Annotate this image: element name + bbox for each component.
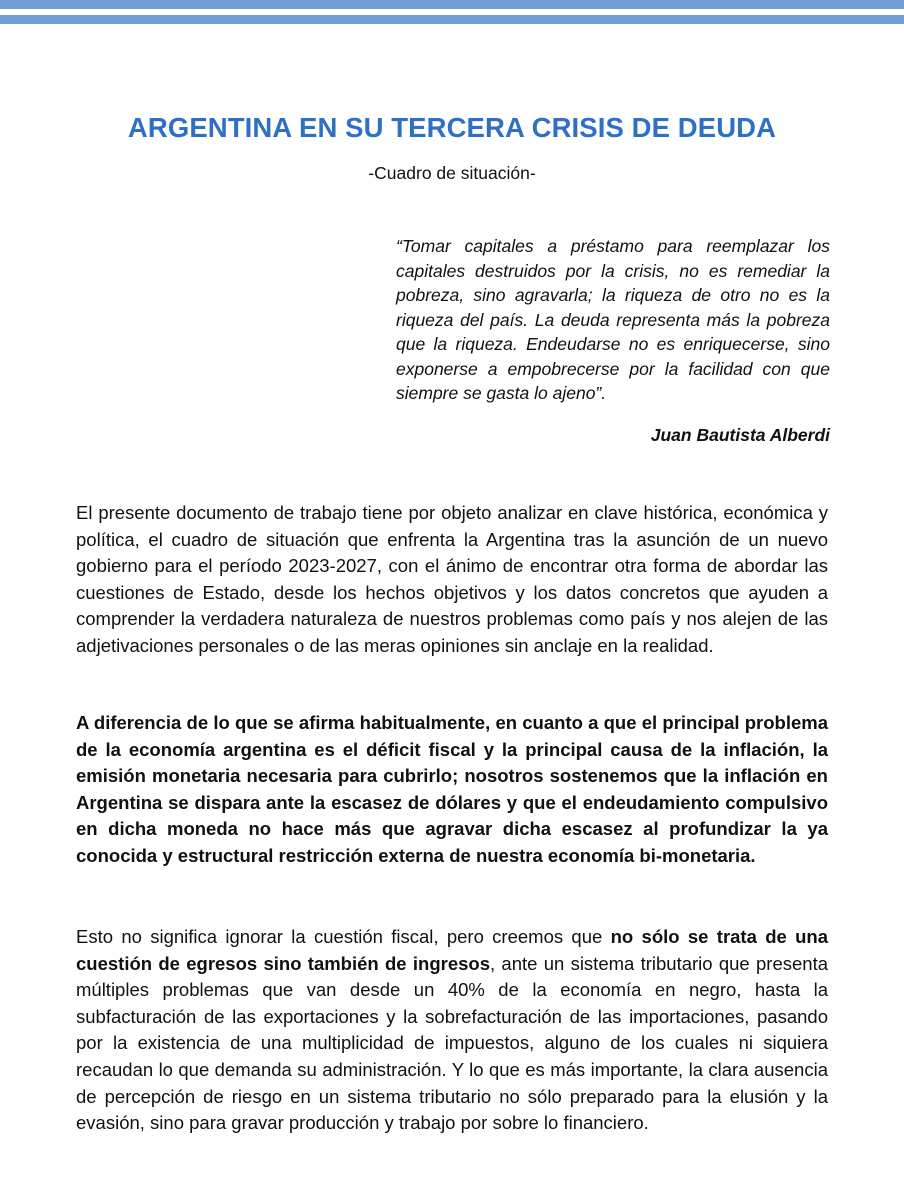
- document-title: ARGENTINA EN SU TERCERA CRISIS DE DEUDA: [127, 112, 777, 143]
- body-paragraph-1: El presente documento de trabajo tiene por objeto analizar en clave histórica, económica y política, el cuadro de situación que enfrenta la Argentina tras la asunción de un nuevo gobierno para el período 2023-2027, con el ánimo de encontrar otra forma de abordar las cuestiones de Estado, desde los hechos objetivos y los datos concretos que ayuden a comprender la verdadera naturaleza de nuestros problemas como país y nos alejen de las adjetivaciones personales o de las meras opiniones sin anclaje en la realidad.: [76, 502, 828, 656]
- epigraph-quote: “Tomar capitales a préstamo para reemplazar los capitales destruidos por la crisis, no es remediar la pobreza, sino agravarla; la riqueza de otro no es la riqueza del país. La deuda representa más la pobreza que la riqueza. Endeudarse no es enriquecerse, sino exponerse a empobrecerse por la facilidad con que siempre se gasta lo ajeno”.: [396, 236, 830, 403]
- paragraph-3-rest: , ante un sistema tributario que presenta múltiples problemas que van desde un 40% de la economía en negro, hasta la subfacturación de las exportaciones y la sobrefacturación de las importaciones, pasando por la existencia de una multiplicidad de impuestos, alguno de los cuales ni siquiera recaudan lo que demanda su administración. Y lo que es más importante, la clara ausencia de percepción de riesgo en un sistema tributario no sólo preparado para la elusión y la evasión, sino para gravar producción y trabajo por sobre lo financiero.: [76, 952, 828, 1134]
- header-band-top: [0, 0, 904, 9]
- epigraph-author: Juan Bautista Alberdi: [650, 425, 830, 445]
- paragraph-3-intro: Esto no significa ignorar la cuestión fiscal, pero creemos que: [76, 926, 611, 947]
- paragraph-3-emphasis: no sólo se trata de una cuestión de egresos sino también de ingresos: [76, 926, 828, 974]
- header-band-bottom: [0, 15, 904, 24]
- body-paragraph-3: [76, 924, 828, 1137]
- document-subtitle: -Cuadro de situación-: [368, 163, 536, 183]
- body-paragraph-2: A diferencia de lo que se afirma habitualmente, en cuanto a que el principal problema de la economía argentina es el déficit fiscal y la principal causa de la inflación, la emisión monetaria necesaria para cubrirlo; nosotros sostenemos que la inflación en Argentina se dispara ante la escasez de dólares y que el endeudamiento compulsivo en dicha moneda no hace más que agravar dicha escasez al profundizar la ya conocida y estructural restricción externa de nuestra economía bi-monetaria.: [76, 712, 828, 866]
